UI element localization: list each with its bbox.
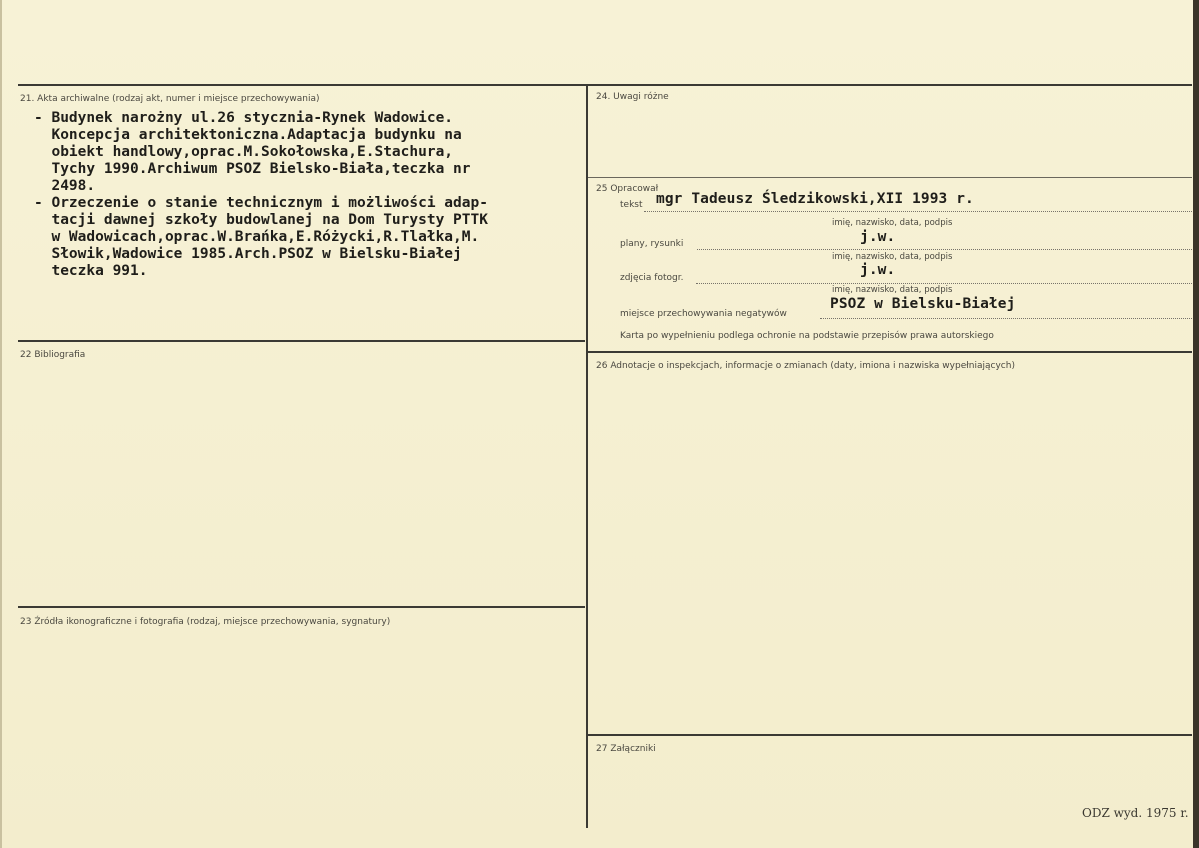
sec21-line: w Wadowicach,oprac.W.Brańka,E.Różycki,R.Tlałka,M.: [51, 229, 480, 245]
caption-2: imię, nazwisko, data, podpis: [832, 252, 953, 262]
tekst-label: tekst: [620, 200, 643, 210]
tekst-value: mgr Tadeusz Śledzikowski,XII 1993 r.: [656, 191, 974, 207]
sec21-line: Tychy 1990.Archiwum PSOZ Bielsko-Biała,teczka nr: [51, 161, 471, 177]
plany-dotted-line: [697, 249, 1192, 250]
caption-1: imię, nazwisko, data, podpis: [832, 218, 953, 228]
column-divider: [586, 84, 588, 828]
top-rule: [18, 84, 1192, 86]
plany-value: j.w.: [860, 229, 896, 245]
negatywy-value: PSOZ w Bielsku-Białej: [830, 296, 1016, 312]
zdjecia-label: zdjęcia fotogr.: [620, 273, 684, 283]
tekst-dotted-line: [644, 211, 1192, 212]
sec22-bottom-rule: [18, 606, 585, 608]
sec21-line: teczka 991.: [51, 263, 148, 279]
sec21-line: Koncepcja architektoniczna.Adaptacja budynku na: [51, 127, 462, 143]
sec21-line: obiekt handlowy,oprac.M.Sokołowska,E.Stachura,: [51, 144, 454, 160]
form-edition-footer: ODZ wyd. 1975 r.: [1082, 806, 1189, 820]
sec21-line: tacji dawnej szkoły budowlanej na Dom Turysty PTTK: [51, 212, 488, 228]
sec21-line: Słowik,Wadowice 1985.Arch.PSOZ w Bielsku-Białej: [51, 246, 462, 262]
sec24-label: 24. Uwagi różne: [596, 92, 669, 102]
sec26-bottom-rule: [588, 734, 1192, 736]
sec23-label: 23 Źródła ikonograficzne i fotografia (rodzaj, miejsce przechowywania, sygnatury): [20, 617, 391, 627]
sec21-bottom-rule: [18, 340, 585, 342]
sec27-label: 27 Załączniki: [596, 744, 656, 754]
sec21-line: 2498.: [51, 178, 96, 194]
sec25-bottom-rule: [588, 351, 1192, 353]
sec21-line: - Orzeczenie o stanie technicznym i możliwości adap-: [34, 195, 488, 211]
negatywy-label: miejsce przechowywania negatywów: [620, 309, 787, 319]
sec24-bottom-rule: [588, 177, 1192, 178]
sec22-label: 22 Bibliografia: [20, 350, 86, 360]
sec25-label: 25 Opracował: [596, 184, 659, 194]
zdjecia-value: j.w.: [860, 262, 896, 278]
sec21-text: [34, 110, 488, 280]
card-left-edge: [0, 0, 2, 848]
card-right-edge: [1193, 0, 1199, 848]
sec21-label: 21. Akta archiwalne (rodzaj akt, numer i miejsce przechowywania): [20, 94, 320, 104]
caption-3: imię, nazwisko, data, podpis: [832, 285, 953, 295]
plany-label: plany, rysunki: [620, 239, 684, 249]
sec26-label: 26 Adnotacje o inspekcjach, informacje o zmianach (daty, imiona i nazwiska wypełniających): [596, 361, 1015, 371]
zdjecia-dotted-line: [696, 283, 1192, 284]
sec21-line: - Budynek narożny ul.26 stycznia-Rynek Wadowice.: [34, 110, 454, 126]
negatywy-dotted-line: [820, 318, 1192, 319]
copyright-note: Karta po wypełnieniu podlega ochronie na podstawie przepisów prawa autorskiego: [620, 331, 994, 341]
